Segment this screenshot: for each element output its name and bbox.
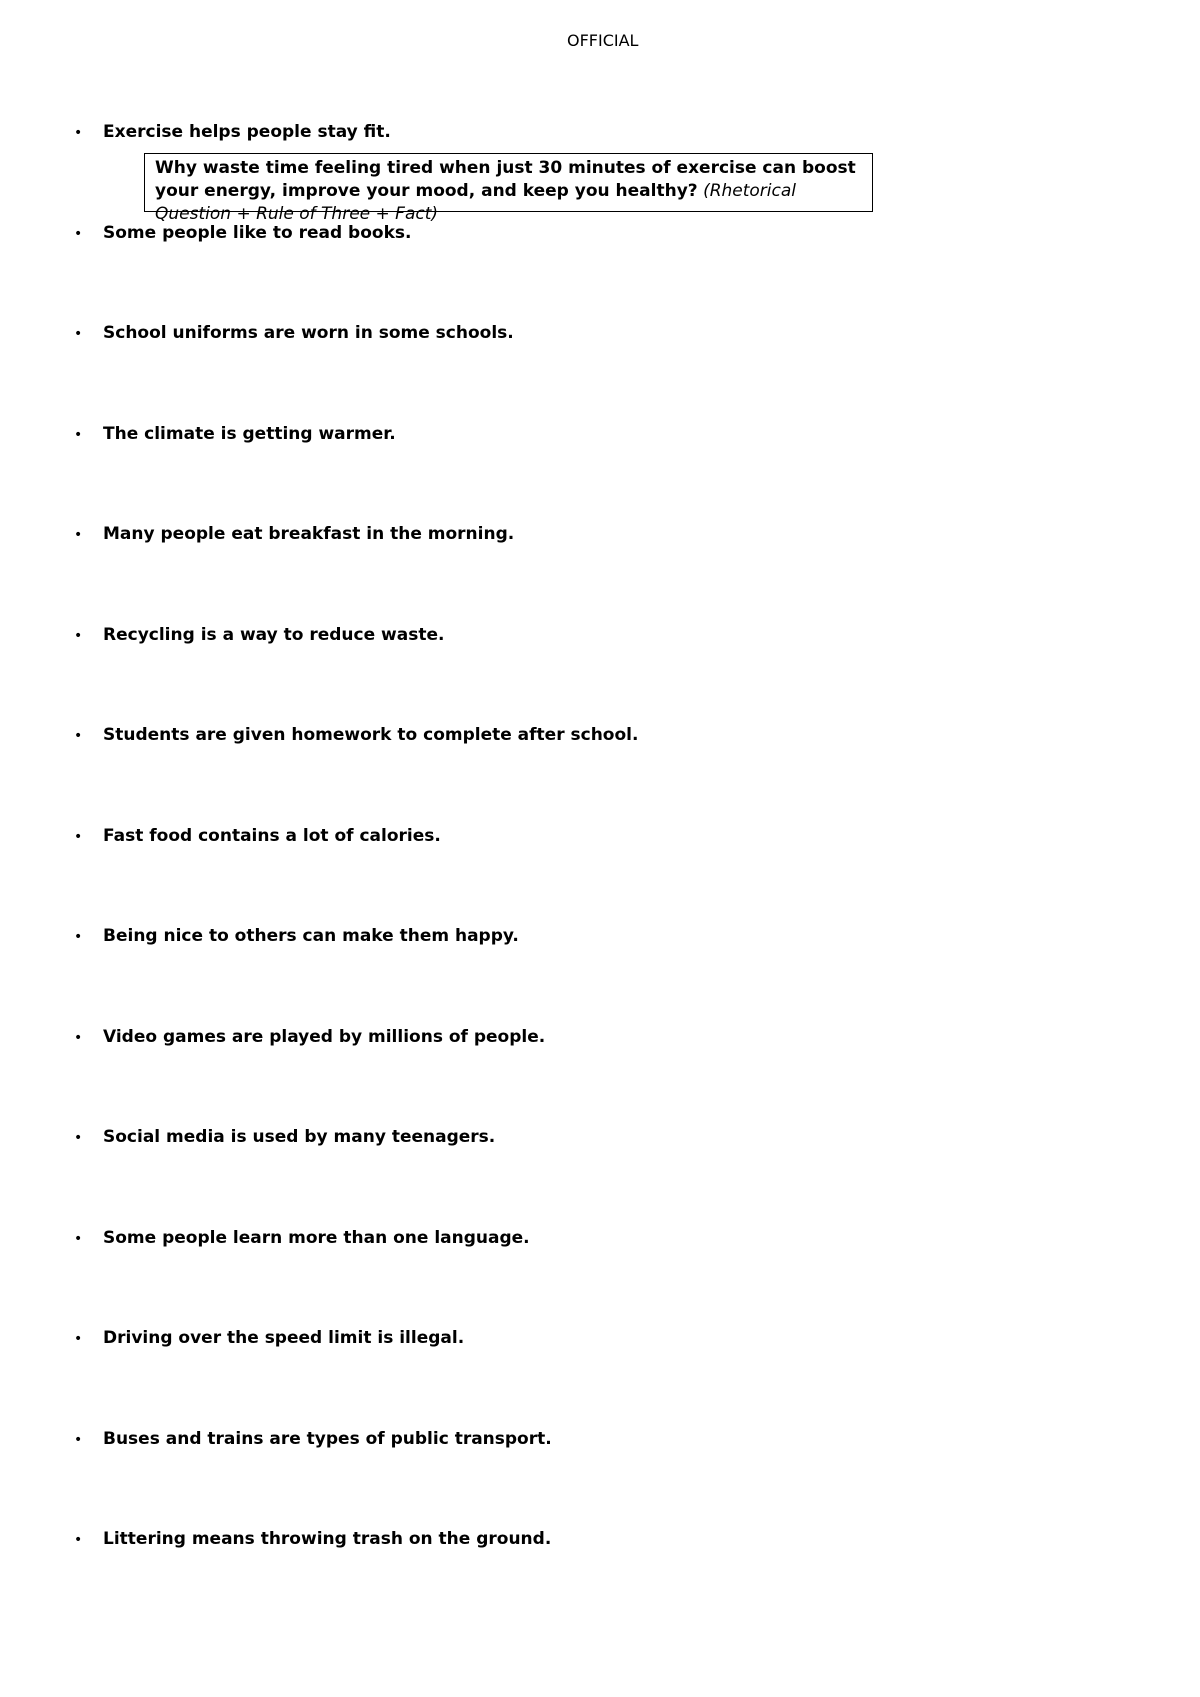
- bullet-icon: •: [74, 1130, 83, 1146]
- statement-item: [74, 1025, 545, 1049]
- statement-text: Many people eat breakfast in the morning.: [103, 524, 515, 544]
- bullet-icon: •: [74, 628, 83, 644]
- statement-item: [74, 422, 396, 446]
- bullet-icon: •: [74, 226, 83, 242]
- statement-item: [74, 522, 514, 546]
- statement-item: [74, 723, 638, 747]
- statement-item: [74, 1427, 552, 1451]
- statement-text: Some people like to read books.: [103, 223, 412, 243]
- statement-item: [74, 321, 514, 345]
- statement-item: [74, 824, 441, 848]
- statement-text: Fast food contains a lot of calories.: [103, 826, 441, 846]
- bullet-icon: •: [74, 125, 83, 141]
- bullet-icon: •: [74, 427, 83, 443]
- statement-item: [74, 1326, 464, 1350]
- bullet-icon: •: [74, 326, 83, 342]
- statement-item: [74, 623, 444, 647]
- bullet-icon: •: [74, 1030, 83, 1046]
- bullet-icon: •: [74, 1532, 83, 1548]
- bullet-icon: •: [74, 829, 83, 845]
- bullet-icon: •: [74, 1331, 83, 1347]
- classification-label: OFFICIAL: [567, 31, 639, 50]
- statement-text: Driving over the speed limit is illegal.: [103, 1328, 465, 1348]
- statement-text: Being nice to others can make them happy.: [103, 926, 519, 946]
- statement-text: Students are given homework to complete after school.: [103, 725, 639, 745]
- statement-item: [74, 924, 519, 948]
- statement-item: [74, 120, 391, 144]
- bullet-icon: •: [74, 929, 83, 945]
- statement-text: Exercise helps people stay fit.: [103, 122, 391, 142]
- bullet-icon: •: [74, 1231, 83, 1247]
- statement-text: Buses and trains are types of public transport.: [103, 1429, 552, 1449]
- statement-text: Littering means throwing trash on the ground.: [103, 1529, 552, 1549]
- example-text-box: [144, 153, 873, 224]
- bullet-icon: •: [74, 1432, 83, 1448]
- statement-text: Recycling is a way to reduce waste.: [103, 625, 445, 645]
- statement-text: School uniforms are worn in some schools.: [103, 323, 514, 343]
- example-question: Why waste time feeling tired when just 30 minutes of exercise can boost your energy, improve your mood, and keep you healthy?: [155, 158, 856, 201]
- statement-text: Some people learn more than one language.: [103, 1228, 530, 1248]
- statement-text: Video games are played by millions of people.: [103, 1027, 546, 1047]
- technique-label: (Rhetorical Question + Rule of Three + Fact): [155, 181, 797, 224]
- statement-item: [74, 1226, 530, 1250]
- bullet-icon: •: [74, 728, 83, 744]
- statement-item: [74, 1527, 551, 1551]
- statement-text: The climate is getting warmer.: [103, 424, 396, 444]
- statement-item: [74, 1125, 495, 1149]
- bullet-icon: •: [74, 527, 83, 543]
- statement-text: Social media is used by many teenagers.: [103, 1127, 496, 1147]
